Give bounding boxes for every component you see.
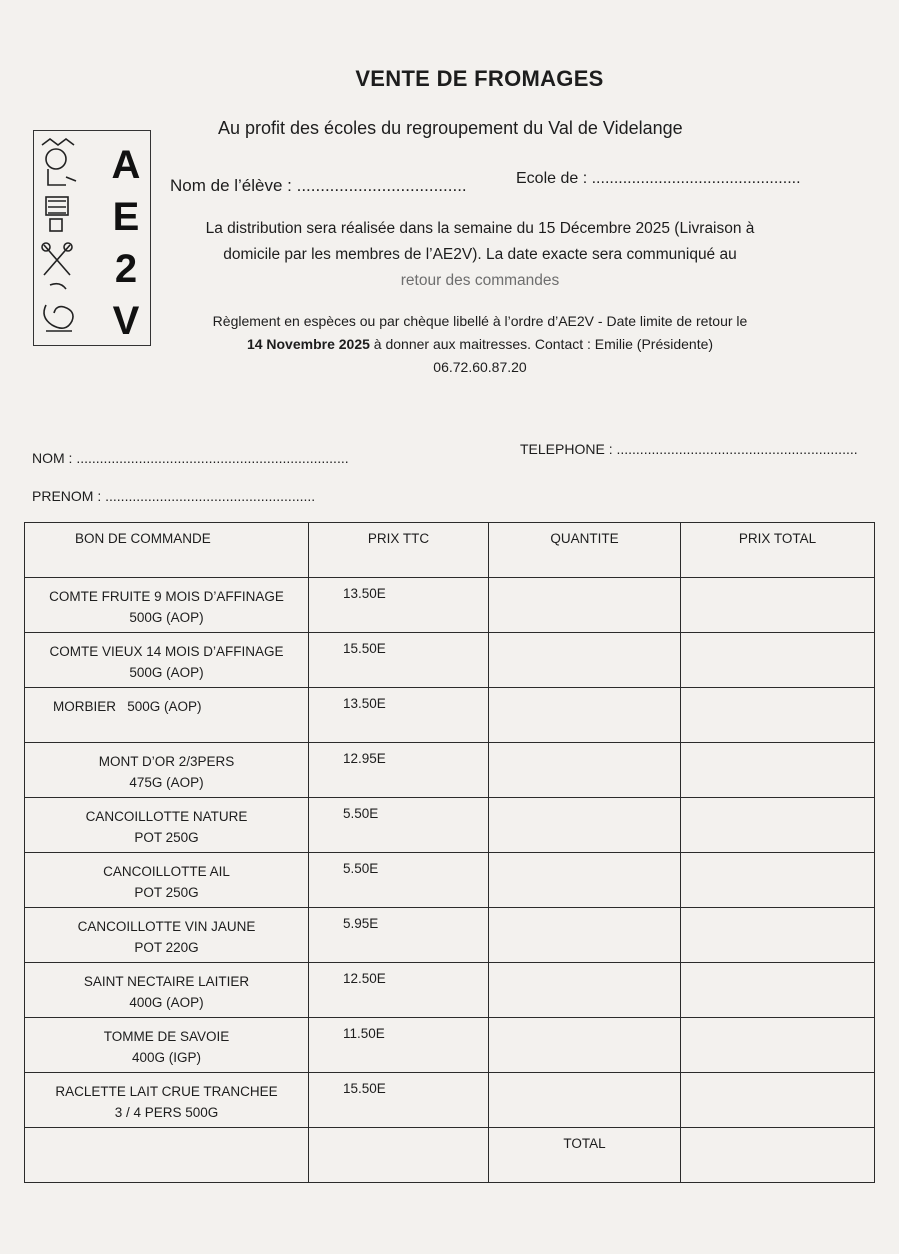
payment-line-2-rest: à donner aux maitresses. Contact : Emilie (Présidente)	[369, 336, 714, 352]
product-name: CANCOILLOTTE AIL	[103, 864, 230, 879]
school-field: Ecole de : ...............................................	[516, 170, 801, 187]
price-cell: 15.50E	[309, 633, 489, 688]
logo-letter-v: V	[112, 299, 140, 343]
price-cell: 12.95E	[309, 743, 489, 798]
quantity-cell[interactable]	[489, 743, 681, 798]
product-name: MORBIER 500G (AOP)	[53, 699, 202, 714]
product-name: MONT D’OR 2/3PERS	[98, 754, 235, 769]
grand-total-cell[interactable]	[681, 1128, 875, 1183]
deadline-date: 14 Novembre 2025	[246, 336, 370, 352]
product-cell	[25, 963, 309, 1018]
nom-field: NOM : ......................................................................	[32, 450, 349, 466]
quantity-cell[interactable]	[489, 688, 681, 743]
product-detail: POT 220G	[134, 940, 199, 955]
payment-line-2	[160, 333, 800, 356]
distribution-line-1: La distribution sera réalisée dans la semaine du 15 Décembre 2025 (Livraison à	[205, 220, 755, 237]
header-bon-de-commande: BON DE COMMANDE	[25, 523, 309, 578]
product-name: CANCOILLOTTE NATURE	[85, 809, 248, 824]
header-prix-total: PRIX TOTAL	[681, 523, 875, 578]
product-detail: 400G (AOP)	[129, 995, 204, 1010]
product-detail: 3 / 4 PERS 500G	[114, 1105, 219, 1120]
page-title: VENTE DE FROMAGES	[355, 66, 604, 91]
total-row	[25, 1128, 875, 1183]
table-row	[25, 578, 875, 633]
empty-cell	[309, 1128, 489, 1183]
distribution-text	[160, 216, 800, 294]
quantity-cell[interactable]	[489, 1018, 681, 1073]
product-cell	[25, 1018, 309, 1073]
product-name: COMTE FRUITE 9 MOIS D’AFFINAGE	[49, 589, 284, 604]
product-detail: 400G (IGP)	[131, 1050, 202, 1065]
total-cell[interactable]	[681, 853, 875, 908]
contact-phone: 06.72.60.87.20	[433, 359, 527, 375]
quantity-cell[interactable]	[489, 633, 681, 688]
price-cell: 13.50E	[309, 578, 489, 633]
product-detail: 500G (AOP)	[129, 665, 204, 680]
logo-letter-e: E	[112, 195, 140, 239]
payment-line-1: Règlement en espèces ou par chèque libellé à l’ordre d’AE2V - Date limite de retour le	[212, 313, 748, 329]
product-name: RACLETTE LAIT CRUE TRANCHEE	[55, 1084, 278, 1099]
table-row	[25, 1018, 875, 1073]
product-detail: 475G (AOP)	[129, 775, 204, 790]
product-detail: 500G (AOP)	[129, 610, 204, 625]
product-name: CANCOILLOTTE VIN JAUNE	[77, 919, 256, 934]
table-row	[25, 688, 875, 743]
product-detail: POT 250G	[134, 830, 199, 845]
price-cell: 5.50E	[309, 798, 489, 853]
subtitle: Au profit des écoles du regroupement du Val de Videlange	[218, 118, 683, 138]
distribution-line-3: retour des commandes	[400, 272, 560, 289]
product-detail: POT 250G	[134, 885, 199, 900]
total-cell[interactable]	[681, 798, 875, 853]
price-cell: 15.50E	[309, 1073, 489, 1128]
table-row	[25, 743, 875, 798]
table-row	[25, 963, 875, 1018]
product-cell	[25, 633, 309, 688]
table-row	[25, 798, 875, 853]
price-cell: 5.50E	[309, 853, 489, 908]
quantity-cell[interactable]	[489, 908, 681, 963]
empty-cell	[25, 1128, 309, 1183]
total-cell[interactable]	[681, 688, 875, 743]
table-header-row	[25, 523, 875, 578]
product-cell	[25, 853, 309, 908]
total-cell[interactable]	[681, 908, 875, 963]
product-cell	[25, 578, 309, 633]
price-cell: 13.50E	[309, 688, 489, 743]
total-cell[interactable]	[681, 1073, 875, 1128]
header-quantite: QUANTITE	[489, 523, 681, 578]
telephone-field: TELEPHONE : ..............................................................	[520, 441, 858, 457]
student-name-field: Nom de l’élève : ....................................	[170, 176, 467, 195]
ae2v-logo	[33, 130, 151, 346]
total-cell[interactable]	[681, 578, 875, 633]
product-name: TOMME DE SAVOIE	[103, 1029, 230, 1044]
quantity-cell[interactable]	[489, 853, 681, 908]
product-cell	[25, 798, 309, 853]
quantity-cell[interactable]	[489, 963, 681, 1018]
table-row	[25, 908, 875, 963]
product-cell	[25, 1073, 309, 1128]
product-name: SAINT NECTAIRE LAITIER	[83, 974, 250, 989]
price-cell: 12.50E	[309, 963, 489, 1018]
table-row	[25, 853, 875, 908]
product-name: COMTE VIEUX 14 MOIS D’AFFINAGE	[49, 644, 284, 659]
header-prix-ttc: PRIX TTC	[309, 523, 489, 578]
quantity-cell[interactable]	[489, 578, 681, 633]
table-row	[25, 633, 875, 688]
quantity-cell[interactable]	[489, 798, 681, 853]
logo-letter-2: 2	[114, 247, 138, 291]
total-cell[interactable]	[681, 743, 875, 798]
total-cell[interactable]	[681, 633, 875, 688]
product-cell	[25, 688, 309, 743]
total-cell[interactable]	[681, 963, 875, 1018]
product-cell	[25, 908, 309, 963]
payment-text	[160, 310, 800, 379]
logo-letter-a: A	[111, 143, 141, 187]
distribution-line-2: domicile par les membres de l’AE2V). La date exacte sera communiqué au	[223, 246, 737, 263]
total-cell[interactable]	[681, 1018, 875, 1073]
logo-drawings-icon	[36, 135, 80, 341]
table-row	[25, 1073, 875, 1128]
total-label: TOTAL	[489, 1128, 681, 1183]
product-cell	[25, 743, 309, 798]
order-table	[24, 522, 875, 1183]
price-cell: 11.50E	[309, 1018, 489, 1073]
price-cell: 5.95E	[309, 908, 489, 963]
prenom-field: PRENOM : ......................................................	[32, 488, 316, 504]
quantity-cell[interactable]	[489, 1073, 681, 1128]
